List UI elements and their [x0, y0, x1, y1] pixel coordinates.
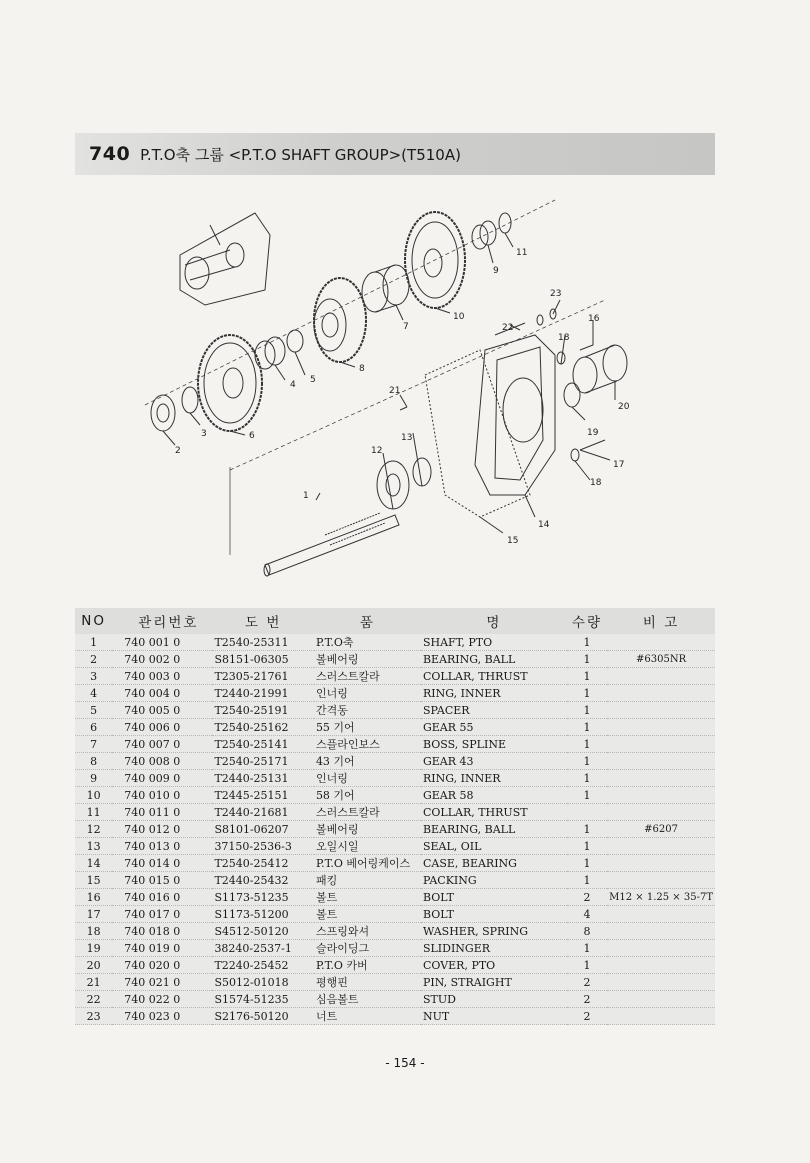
cell-english-name: GEAR 55 [421, 719, 567, 736]
cell-drawing-number: T2445-25151 [212, 787, 314, 804]
cell-drawing-number: S8151-06305 [212, 651, 314, 668]
cell-quantity: 1 [567, 872, 607, 889]
cell-remarks [607, 1008, 715, 1025]
cell-korean-name: 스플라인보스 [314, 736, 421, 753]
cell-no: 23 [75, 1008, 112, 1025]
cell-korean-name: P.T.O 베어링케이스 [314, 855, 421, 872]
cell-quantity: 2 [567, 889, 607, 906]
cell-english-name: NUT [421, 1008, 567, 1025]
cell-quantity: 1 [567, 651, 607, 668]
cell-korean-name: 패킹 [314, 872, 421, 889]
header-management-number: 관리번호 [112, 608, 212, 634]
cell-management-number: 740 005 0 [112, 702, 212, 719]
ring-inner-9-drawing [472, 221, 496, 249]
cell-management-number: 740 009 0 [112, 770, 212, 787]
table-row [75, 991, 715, 1008]
cell-quantity [567, 804, 607, 821]
cell-remarks [607, 685, 715, 702]
cell-drawing-number: S1173-51200 [212, 906, 314, 923]
cell-english-name: COLLAR, THRUST [421, 668, 567, 685]
bearing-ball-12-drawing [377, 461, 409, 509]
cell-no: 1 [75, 634, 112, 651]
cell-remarks [607, 872, 715, 889]
cell-english-name: WASHER, SPRING [421, 923, 567, 940]
table-row [75, 855, 715, 872]
cell-remarks [607, 634, 715, 651]
gear-43-8-drawing [314, 278, 366, 362]
cell-english-name: RING, INNER [421, 685, 567, 702]
cell-management-number: 740 013 0 [112, 838, 212, 855]
cell-remarks [607, 974, 715, 991]
cell-english-name: SPACER [421, 702, 567, 719]
callout-label: 3 [201, 429, 207, 439]
callout-label: 18 [590, 478, 602, 488]
cell-no: 11 [75, 804, 112, 821]
cell-drawing-number: S4512-50120 [212, 923, 314, 940]
seal-oil-13-drawing [413, 458, 431, 486]
cell-quantity: 1 [567, 855, 607, 872]
cell-english-name: CASE, BEARING [421, 855, 567, 872]
cell-management-number: 740 015 0 [112, 872, 212, 889]
cell-english-name: COLLAR, THRUST [421, 804, 567, 821]
cell-korean-name: 스러스트칼라 [314, 668, 421, 685]
callout-label: 8 [359, 364, 365, 374]
cell-management-number: 740 003 0 [112, 668, 212, 685]
table-row [75, 753, 715, 770]
table-row [75, 651, 715, 668]
table-row [75, 940, 715, 957]
gear-55-6-drawing [198, 335, 262, 431]
cell-remarks [607, 736, 715, 753]
table-row [75, 736, 715, 753]
cell-remarks [607, 855, 715, 872]
boss-spline-7-drawing [362, 265, 409, 312]
cell-management-number: 740 007 0 [112, 736, 212, 753]
cell-drawing-number: S1173-51235 [212, 889, 314, 906]
cell-remarks: M12 × 1.25 × 35-7T [607, 889, 715, 906]
cell-quantity: 4 [567, 906, 607, 923]
exploded-parts-diagram [135, 195, 660, 585]
cell-quantity: 2 [567, 991, 607, 1008]
cell-drawing-number: T2540-25412 [212, 855, 314, 872]
cell-english-name: GEAR 43 [421, 753, 567, 770]
cell-management-number: 740 020 0 [112, 957, 212, 974]
cell-english-name: BEARING, BALL [421, 651, 567, 668]
cell-management-number: 740 016 0 [112, 889, 212, 906]
table-row [75, 872, 715, 889]
table-row [75, 685, 715, 702]
cell-quantity: 1 [567, 957, 607, 974]
cell-english-name: GEAR 58 [421, 787, 567, 804]
callout-label: 19 [587, 428, 599, 438]
cell-korean-name: 볼트 [314, 889, 421, 906]
cell-no: 21 [75, 974, 112, 991]
callout-label: 18 [558, 333, 570, 343]
cell-quantity: 1 [567, 787, 607, 804]
cell-korean-name: 58 기어 [314, 787, 421, 804]
cell-management-number: 740 023 0 [112, 1008, 212, 1025]
cell-management-number: 740 004 0 [112, 685, 212, 702]
section-title-bar [75, 133, 715, 175]
cell-no: 9 [75, 770, 112, 787]
cell-drawing-number: T2540-25162 [212, 719, 314, 736]
cell-quantity: 1 [567, 668, 607, 685]
cell-korean-name: 43 기어 [314, 753, 421, 770]
table-row [75, 838, 715, 855]
cell-remarks [607, 702, 715, 719]
table-row [75, 906, 715, 923]
bearing-ball-2-drawing [151, 395, 175, 431]
cell-quantity: 1 [567, 736, 607, 753]
nut-23-drawing [537, 315, 543, 325]
table-row [75, 719, 715, 736]
cell-remarks [607, 787, 715, 804]
callout-label: 13 [401, 433, 413, 443]
cell-management-number: 740 012 0 [112, 821, 212, 838]
callout-label: 12 [371, 446, 383, 456]
header-no: NO [75, 608, 112, 634]
spacer-5-drawing [287, 330, 303, 352]
cell-korean-name: 오일시일 [314, 838, 421, 855]
table-header-row [75, 608, 715, 634]
cell-management-number: 740 018 0 [112, 923, 212, 940]
cell-no: 15 [75, 872, 112, 889]
cell-english-name: STUD [421, 991, 567, 1008]
cell-english-name: SLIDINGER [421, 940, 567, 957]
table-row [75, 923, 715, 940]
cell-english-name: SEAL, OIL [421, 838, 567, 855]
cell-english-name: BOSS, SPLINE [421, 736, 567, 753]
cell-english-name: BOLT [421, 906, 567, 923]
section-title: P.T.O축 그룹 <P.T.O SHAFT GROUP>(T510A) [140, 145, 461, 164]
cell-drawing-number: T2440-21681 [212, 804, 314, 821]
cell-no: 7 [75, 736, 112, 753]
callout-label: 21 [389, 386, 401, 396]
cell-drawing-number: T2540-25171 [212, 753, 314, 770]
cell-drawing-number: S1574-51235 [212, 991, 314, 1008]
cell-quantity: 1 [567, 702, 607, 719]
cell-drawing-number: T2440-21991 [212, 685, 314, 702]
cell-korean-name: 볼베어링 [314, 821, 421, 838]
cell-korean-name: 인너링 [314, 770, 421, 787]
cell-quantity: 8 [567, 923, 607, 940]
shaft-pto-1-drawing [264, 513, 399, 576]
cell-no: 12 [75, 821, 112, 838]
cell-korean-name: 인너링 [314, 685, 421, 702]
cell-korean-name: P.T.O 카버 [314, 957, 421, 974]
callout-label: 20 [618, 402, 630, 412]
cell-korean-name: 볼베어링 [314, 651, 421, 668]
header-part-name-left: 품 [314, 608, 421, 634]
cell-no: 10 [75, 787, 112, 804]
cell-remarks [607, 804, 715, 821]
cell-korean-name: P.T.O축 [314, 634, 421, 651]
cell-management-number: 740 017 0 [112, 906, 212, 923]
header-quantity: 수량 [567, 608, 607, 634]
callout-label: 23 [550, 289, 562, 299]
table-row [75, 957, 715, 974]
cell-quantity: 2 [567, 1008, 607, 1025]
cell-quantity: 2 [567, 974, 607, 991]
callout-label: 22 [502, 323, 514, 333]
section-number: 740 [89, 143, 131, 165]
cell-drawing-number: T2540-25191 [212, 702, 314, 719]
cell-remarks [607, 906, 715, 923]
cell-quantity: 1 [567, 940, 607, 957]
cover-pto-20-drawing [573, 345, 627, 393]
callout-label: 16 [588, 314, 600, 324]
cell-no: 16 [75, 889, 112, 906]
cell-korean-name: 55 기어 [314, 719, 421, 736]
cell-korean-name: 슬라이딩그 [314, 940, 421, 957]
cell-no: 20 [75, 957, 112, 974]
cell-management-number: 740 008 0 [112, 753, 212, 770]
cell-korean-name: 너트 [314, 1008, 421, 1025]
cell-english-name: SHAFT, PTO [421, 634, 567, 651]
cell-drawing-number: T2440-25432 [212, 872, 314, 889]
cell-no: 2 [75, 651, 112, 668]
cell-management-number: 740 002 0 [112, 651, 212, 668]
header-remarks: 비 고 [607, 608, 715, 634]
cell-management-number: 740 014 0 [112, 855, 212, 872]
cell-remarks [607, 957, 715, 974]
cell-english-name: PACKING [421, 872, 567, 889]
case-bearing-14-drawing [475, 335, 555, 495]
cell-drawing-number: S8101-06207 [212, 821, 314, 838]
cell-drawing-number: 37150-2536-3 [212, 838, 314, 855]
cell-quantity: 1 [567, 634, 607, 651]
cell-drawing-number: T2440-25131 [212, 770, 314, 787]
table-row [75, 974, 715, 991]
cell-quantity: 1 [567, 753, 607, 770]
cell-quantity: 1 [567, 719, 607, 736]
cell-quantity: 1 [567, 838, 607, 855]
cell-english-name: PIN, STRAIGHT [421, 974, 567, 991]
parts-list-table [75, 608, 715, 1025]
callout-label: 15 [507, 536, 519, 546]
page-number: - 154 - [385, 1056, 425, 1070]
cell-drawing-number: T2540-25311 [212, 634, 314, 651]
cell-korean-name: 간격동 [314, 702, 421, 719]
cell-korean-name: 볼트 [314, 906, 421, 923]
pin-straight-21-drawing [400, 407, 407, 410]
cell-management-number: 740 011 0 [112, 804, 212, 821]
table-row [75, 702, 715, 719]
cell-no: 14 [75, 855, 112, 872]
table-row [75, 889, 715, 906]
cell-drawing-number: T2540-25141 [212, 736, 314, 753]
cell-remarks [607, 991, 715, 1008]
cell-remarks [607, 719, 715, 736]
cell-korean-name: 심음볼트 [314, 991, 421, 1008]
cell-management-number: 740 022 0 [112, 991, 212, 1008]
cell-no: 13 [75, 838, 112, 855]
cell-remarks [607, 940, 715, 957]
cell-drawing-number: S5012-01018 [212, 974, 314, 991]
callout-label: 1 [303, 491, 309, 501]
cell-no: 8 [75, 753, 112, 770]
callout-label: 5 [310, 375, 316, 385]
cell-management-number: 740 010 0 [112, 787, 212, 804]
header-part-name-right: 명 [421, 608, 567, 634]
cell-drawing-number: 38240-2537-1 [212, 940, 314, 957]
callout-label: 6 [249, 431, 255, 441]
cell-remarks [607, 770, 715, 787]
cell-korean-name: 스러스트칼라 [314, 804, 421, 821]
table-row [75, 668, 715, 685]
collar-thrust-3-drawing [182, 387, 198, 413]
cell-no: 4 [75, 685, 112, 702]
cell-no: 6 [75, 719, 112, 736]
header-drawing-number: 도 번 [212, 608, 314, 634]
bolt-17-drawing [580, 440, 605, 450]
table-row [75, 787, 715, 804]
cell-no: 5 [75, 702, 112, 719]
callout-label: 4 [290, 380, 296, 390]
cell-remarks [607, 923, 715, 940]
callout-label: 9 [493, 266, 499, 276]
callout-label: 2 [175, 446, 181, 456]
cell-remarks [607, 838, 715, 855]
cell-korean-name: 평행핀 [314, 974, 421, 991]
callout-label: 10 [453, 312, 465, 322]
cell-english-name: COVER, PTO [421, 957, 567, 974]
table-row [75, 770, 715, 787]
cell-drawing-number: T2240-25452 [212, 957, 314, 974]
cell-no: 19 [75, 940, 112, 957]
cell-no: 17 [75, 906, 112, 923]
cell-management-number: 740 006 0 [112, 719, 212, 736]
cell-remarks [607, 668, 715, 685]
cell-remarks [607, 753, 715, 770]
cell-remarks: #6207 [607, 821, 715, 838]
cell-management-number: 740 019 0 [112, 940, 212, 957]
cell-management-number: 740 001 0 [112, 634, 212, 651]
callout-label: 7 [403, 322, 409, 332]
exploded-view-svg [135, 195, 660, 585]
table-row [75, 804, 715, 821]
callout-label: 14 [538, 520, 550, 530]
transmission-housing-drawing [180, 213, 270, 305]
cell-english-name: RING, INNER [421, 770, 567, 787]
cell-drawing-number: T2305-21761 [212, 668, 314, 685]
bolt-16-drawing [580, 335, 593, 350]
callout-label: 17 [613, 460, 625, 470]
cell-korean-name: 스프링와셔 [314, 923, 421, 940]
slidinger-19-drawing [564, 383, 580, 407]
cell-english-name: BEARING, BALL [421, 821, 567, 838]
cell-english-name: BOLT [421, 889, 567, 906]
diagram-callout-labels [175, 248, 630, 546]
table-row [75, 821, 715, 838]
cell-remarks: #6305NR [607, 651, 715, 668]
table-row [75, 634, 715, 651]
cell-no: 3 [75, 668, 112, 685]
table-row [75, 1008, 715, 1025]
cell-drawing-number: S2176-50120 [212, 1008, 314, 1025]
cell-quantity: 1 [567, 770, 607, 787]
callout-label: 11 [516, 248, 528, 258]
cell-no: 18 [75, 923, 112, 940]
parts-table-body [75, 634, 715, 1025]
cell-quantity: 1 [567, 685, 607, 702]
cell-quantity: 1 [567, 821, 607, 838]
cell-no: 22 [75, 991, 112, 1008]
cell-management-number: 740 021 0 [112, 974, 212, 991]
